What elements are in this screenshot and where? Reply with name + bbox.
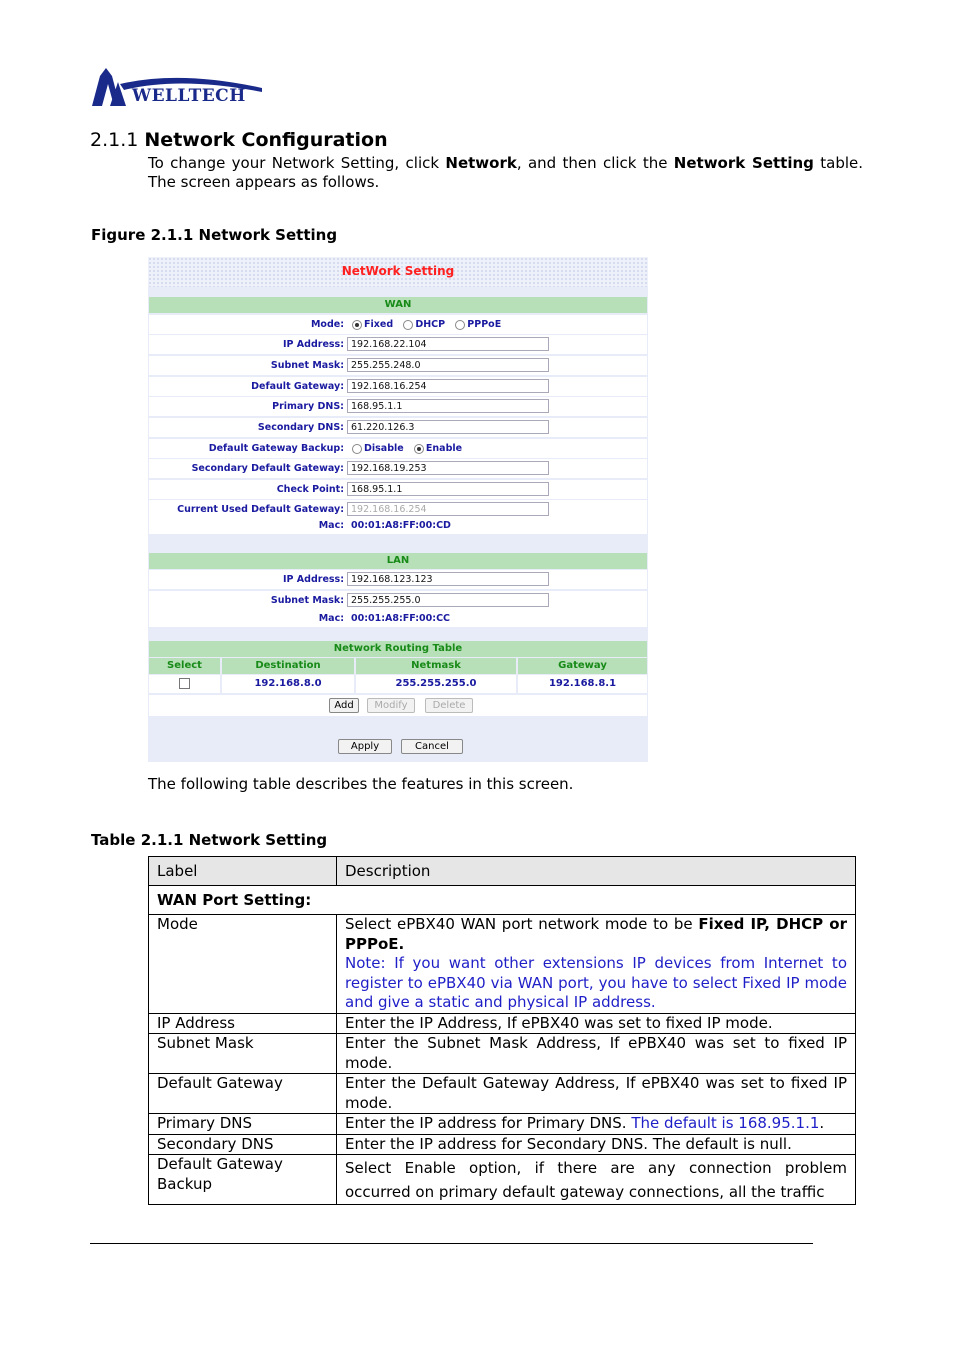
wan-gateway-input[interactable]: 192.168.16.254	[347, 379, 549, 393]
primary-dns-row	[149, 397, 647, 416]
primary-dns-input[interactable]: 168.95.1.1	[347, 399, 549, 413]
radio-enable-label: Enable	[425, 443, 463, 454]
wan-ip-input[interactable]: 192.168.22.104	[347, 337, 549, 351]
header-description: Description	[337, 857, 856, 886]
dns1-desc: Enter the IP address for Primary DNS.	[345, 1114, 632, 1132]
wan-mac-label: Mac:	[318, 520, 344, 531]
radio-fixed-label: Fixed	[364, 319, 394, 330]
wan-mask-input[interactable]: 255.255.248.0	[347, 358, 549, 372]
secondary-gateway-row	[149, 459, 647, 478]
secondary-dns-label: Secondary DNS:	[257, 422, 344, 433]
lan-mac-label: Mac:	[318, 613, 344, 624]
header-label: Label	[149, 857, 337, 886]
row-description: Select Enable option, if there are any connection problem occurred on primary default gateway connections, all the traffic	[337, 1155, 856, 1205]
section-title	[90, 129, 388, 151]
primary-dns-label: Primary DNS:	[272, 401, 344, 412]
apply-button[interactable]: Apply	[338, 739, 392, 754]
intro-bold-network: Network	[445, 154, 517, 172]
route-select-checkbox[interactable]	[179, 678, 190, 689]
radio-fixed[interactable]	[352, 320, 362, 330]
route-select-cell	[149, 675, 220, 693]
wan-header: WAN	[149, 297, 647, 313]
figure-caption: Figure 2.1.1 Network Setting	[91, 226, 338, 244]
wan-ip-label: IP Address:	[283, 339, 344, 350]
lan-ip-input[interactable]: 192.168.123.123	[347, 572, 549, 586]
radio-pppoe-label: PPPoE	[467, 319, 502, 330]
gateway-backup-row	[149, 439, 647, 458]
wan-mode-row	[149, 315, 647, 334]
lan-mask-label: Subnet Mask:	[270, 595, 344, 606]
table-row-secondary-dns	[149, 1134, 856, 1155]
col-select: Select	[149, 658, 220, 674]
row-label: Mode	[149, 915, 337, 1014]
lan-ip-row	[149, 570, 647, 589]
section-heading: Network Configuration	[144, 129, 388, 151]
row-label: Default Gateway	[149, 1074, 337, 1114]
radio-enable[interactable]	[414, 444, 424, 454]
company-logo	[90, 66, 266, 110]
col-destination: Destination	[222, 658, 354, 674]
intro-text-2: , and then click the	[516, 154, 674, 172]
network-setting-table	[148, 856, 856, 1205]
lan-ip-label: IP Address:	[283, 574, 344, 585]
section-wan-port: WAN Port Setting:	[149, 886, 856, 915]
row-description	[337, 915, 856, 1014]
table-header-row	[149, 857, 856, 886]
row-label: IP Address	[149, 1013, 337, 1034]
screen-title: NetWork Setting	[341, 264, 455, 278]
dns1-desc-end: .	[819, 1114, 825, 1132]
wan-mac-row	[149, 517, 647, 534]
logo-text: WELLTECH	[132, 86, 246, 106]
routing-table-header: Network Routing Table	[149, 641, 647, 657]
dns1-default: The default is 168.95.1.1	[631, 1114, 820, 1132]
table-row-ip	[149, 1013, 856, 1034]
table-row-mask	[149, 1034, 856, 1074]
secondary-gateway-label: Secondary Default Gateway:	[191, 463, 344, 474]
radio-disable[interactable]	[352, 444, 362, 454]
row-description: Enter the Subnet Mask Address, If ePBX40 was set to fixed IP mode.	[337, 1034, 856, 1074]
table-row-primary-dns	[149, 1114, 856, 1135]
lan-header: LAN	[149, 553, 647, 569]
route-destination: 192.168.8.0	[222, 675, 354, 693]
col-gateway: Gateway	[518, 658, 647, 674]
footer-divider	[90, 1243, 813, 1244]
lan-mask-input[interactable]: 255.255.255.0	[347, 593, 549, 607]
mode-radio-group	[349, 315, 505, 335]
check-point-label: Check Point:	[276, 484, 344, 495]
row-description: Enter the IP Address, If ePBX40 was set to fixed IP mode.	[337, 1013, 856, 1034]
col-netmask: Netmask	[356, 658, 516, 674]
after-figure-text: The following table describes the features in this screen.	[148, 775, 574, 793]
row-label: Primary DNS	[149, 1114, 337, 1135]
mode-label: Mode:	[310, 319, 344, 330]
section-number: 2.1.1	[90, 129, 139, 151]
gateway-backup-label: Default Gateway Backup:	[208, 443, 344, 454]
current-gateway-input: 192.168.16.254	[347, 502, 549, 516]
secondary-dns-row	[149, 418, 647, 437]
check-point-input[interactable]: 168.95.1.1	[347, 482, 549, 496]
current-gateway-label: Current Used Default Gateway:	[177, 504, 344, 515]
table-caption: Table 2.1.1 Network Setting	[91, 831, 328, 849]
radio-disable-label: Disable	[364, 443, 404, 454]
route-gateway: 192.168.8.1	[518, 675, 647, 693]
network-setting-screenshot	[148, 257, 648, 762]
row-label: Subnet Mask	[149, 1034, 337, 1074]
mode-desc-bold: Fixed IP, DHCP or PPPoE.	[345, 915, 847, 953]
route-netmask: 255.255.255.0	[356, 675, 516, 693]
wan-gateway-label: Default Gateway:	[251, 381, 344, 392]
backup-radio-group	[349, 439, 466, 459]
radio-dhcp[interactable]	[403, 320, 413, 330]
radio-pppoe[interactable]	[455, 320, 465, 330]
wan-mask-row	[149, 356, 647, 375]
secondary-gateway-input[interactable]: 192.168.19.253	[347, 461, 549, 475]
lan-mask-row	[149, 591, 647, 610]
wan-ip-row	[149, 335, 647, 354]
wan-mask-label: Subnet Mask:	[270, 360, 344, 371]
routing-buttons-row	[149, 695, 647, 716]
add-button[interactable]: Add	[329, 698, 359, 713]
lan-mac-row	[149, 610, 647, 627]
row-description: Enter the IP address for Secondary DNS. The default is null.	[337, 1134, 856, 1155]
row-label: Default Gateway Backup	[149, 1155, 337, 1205]
table-section-row	[149, 886, 856, 915]
lan-mac-value: 00:01:A8:FF:00:CC	[351, 613, 451, 624]
intro-bold-setting: Network Setting	[673, 154, 814, 172]
table-row-gateway	[149, 1074, 856, 1114]
wan-gateway-row	[149, 377, 647, 396]
intro-text-3: table. The screen appears as follows.	[148, 154, 864, 191]
cancel-button[interactable]: Cancel	[401, 739, 463, 754]
intro-paragraph	[148, 154, 863, 192]
wan-mac-value: 00:01:A8:FF:00:CD	[351, 520, 451, 531]
row-description: Enter the Default Gateway Address, If ePBX40 was set to fixed IP mode.	[337, 1074, 856, 1114]
table-row-mode	[149, 915, 856, 1014]
delete-button[interactable]: Delete	[425, 698, 473, 713]
radio-dhcp-label: DHCP	[415, 319, 446, 330]
intro-text-1: To change your Network Setting, click	[148, 154, 446, 172]
row-description	[337, 1114, 856, 1135]
table-row-gateway-backup	[149, 1155, 856, 1205]
mode-desc: Select ePBX40 WAN port network mode to be	[345, 915, 699, 933]
row-label: Secondary DNS	[149, 1134, 337, 1155]
mode-note: Note: If you want other extensions IP devices from Internet to register to ePBX40 via WAN port, you have to select Fixed IP mode and give a static and physical IP address.	[345, 954, 847, 1011]
secondary-dns-input[interactable]: 61.220.126.3	[347, 420, 549, 434]
check-point-row	[149, 480, 647, 499]
modify-button[interactable]: Modify	[367, 698, 415, 713]
